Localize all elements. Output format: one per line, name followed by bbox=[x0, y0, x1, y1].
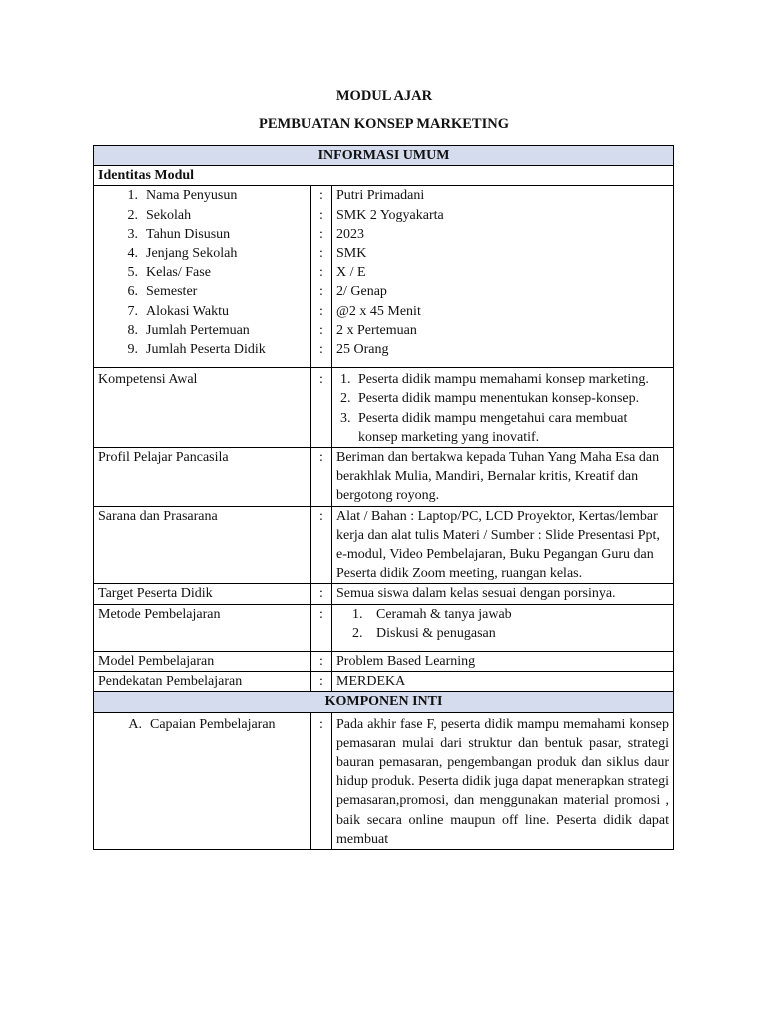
kompetensi-row: Kompetensi Awal : 1. Peserta didik mampu memahami konsep marketing. 2. Peserta didik mampu menentukan konsep-konsep. 3. Peserta didik mampu mengetahui cara membuat konsep marketing yang inovatif. bbox=[94, 368, 674, 448]
list-item: 3. Peserta didik mampu mengetahui cara membuat konsep marketing yang inovatif. bbox=[354, 409, 669, 447]
identity-item: 3. Tahun Disusun bbox=[127, 226, 231, 242]
sarana-value: Alat / Bahan : Laptop/PC, LCD Proyektor, Kertas/lembar kerja dan alat tulis Materi / Sumber : Slide Presentasi Ppt, e-modul, Video Pembelajaran, Buku Pegangan Guru dan Peserta didik Zoom meeting, ruangan kelas. bbox=[332, 506, 674, 584]
section-title-core: KOMPONEN INTI bbox=[94, 692, 674, 712]
identity-values bbox=[332, 186, 674, 368]
list-item: 1. Ceramah & tanya jawab bbox=[366, 605, 669, 624]
identity-item: 2. Sekolah bbox=[127, 207, 192, 223]
identity-value: 2023 bbox=[336, 226, 364, 242]
list-item: 2. Diskusi & penugasan bbox=[366, 624, 669, 643]
identity-value: X / E bbox=[336, 265, 366, 281]
list-item: 2. Peserta didik mampu menentukan konsep-konsep. bbox=[354, 389, 669, 408]
identity-labels bbox=[94, 186, 311, 368]
target-value: Semua siswa dalam kelas sesuai dengan porsinya. bbox=[332, 584, 674, 604]
identity-value: SMK bbox=[336, 245, 367, 261]
kompetensi-label: Kompetensi Awal bbox=[94, 368, 311, 448]
identity-value: 2 x Pertemuan bbox=[336, 322, 417, 338]
identity-item: 5. Kelas/ Fase bbox=[127, 265, 211, 281]
identity-colons: : : : : : : : : : bbox=[311, 186, 332, 368]
model-value: Problem Based Learning bbox=[332, 651, 674, 671]
identity-heading-row bbox=[94, 166, 674, 186]
identity-item: 4. Jenjang Sekolah bbox=[127, 245, 238, 261]
kompetensi-value bbox=[332, 368, 674, 448]
target-row: Target Peserta Didik : Semua siswa dalam kelas sesuai dengan porsinya. bbox=[94, 584, 674, 604]
identity-item: 8. Jumlah Pertemuan bbox=[127, 322, 250, 338]
identity-item: 6. Semester bbox=[127, 284, 198, 300]
capaian-value: Pada akhir fase F, peserta didik mampu memahami konsep pemasaran mulai dari struktur dan bentuk pasar, strategi bauran pemasaran, pengembangan produk dan siklus daur hidup produk. Peserta didik juga dapat menerapkan strategi pemasaran,promosi, dan menggunakan material promosi , baik secara online maupun off line. Peserta didik dapat membuat bbox=[332, 712, 674, 849]
identity-value: Putri Primadani bbox=[336, 188, 425, 204]
metode-row: Metode Pembelajaran : 1. Ceramah & tanya jawab 2. Diskusi & penugasan bbox=[94, 604, 674, 651]
section-header-general bbox=[94, 146, 674, 166]
identity-heading: Identitas Modul bbox=[94, 166, 674, 186]
profil-value: Beriman dan bertakwa kepada Tuhan Yang Maha Esa dan berakhlak Mulia, Mandiri, Bernalar kritis, Kreatif dan bergotong royong. bbox=[332, 447, 674, 506]
pendekatan-row: Pendekatan Pembelajaran : MERDEKA bbox=[94, 672, 674, 692]
capaian-label: A. Capaian Pembelajaran bbox=[94, 712, 311, 849]
kompetensi-list bbox=[336, 370, 669, 447]
capaian-row: A. Capaian Pembelajaran : Pada akhir fase F, peserta didik mampu memahami konsep pemasaran mulai dari struktur dan bentuk pasar, strategi bauran pemasaran, pengembangan produk dan siklus daur hidup produk. Peserta didik juga dapat menerapkan strategi pemasaran,promosi, dan menggunakan material promosi , baik secara online maupun off line. Peserta didik dapat membuat bbox=[94, 712, 674, 849]
identity-item: 9. Jumlah Peserta Didik bbox=[127, 341, 266, 357]
profil-row: Profil Pelajar Pancasila : Beriman dan bertakwa kepada Tuhan Yang Maha Esa dan berakhlak Mulia, Mandiri, Bernalar kritis, Kreatif dan bergotong royong. bbox=[94, 447, 674, 506]
identity-value: @2 x 45 Menit bbox=[336, 303, 421, 319]
metode-label: Metode Pembelajaran bbox=[94, 604, 311, 651]
sarana-row: Sarana dan Prasarana : Alat / Bahan : Laptop/PC, LCD Proyektor, Kertas/lembar kerja dan alat tulis Materi / Sumber : Slide Presentasi Ppt, e-modul, Video Pembelajaran, Buku Pegangan Guru dan Peserta didik Zoom meeting, ruangan kelas. bbox=[94, 506, 674, 584]
identity-item: 7. Alokasi Waktu bbox=[127, 303, 229, 319]
model-label: Model Pembelajaran bbox=[94, 651, 311, 671]
target-label: Target Peserta Didik bbox=[94, 584, 311, 604]
identity-item: 1. Nama Penyusun bbox=[127, 188, 238, 204]
profil-label: Profil Pelajar Pancasila bbox=[94, 447, 311, 506]
module-table bbox=[93, 145, 674, 850]
list-item: 1. Peserta didik mampu memahami konsep marketing. bbox=[354, 370, 669, 389]
metode-value bbox=[332, 604, 674, 651]
pendekatan-label: Pendekatan Pembelajaran bbox=[94, 672, 311, 692]
pendekatan-value: MERDEKA bbox=[332, 672, 674, 692]
document-subtitle: PEMBUATAN KONSEP MARKETING bbox=[258, 116, 509, 132]
document-title: MODUL AJAR bbox=[335, 88, 433, 104]
sarana-label: Sarana dan Prasarana bbox=[94, 506, 311, 584]
identity-value: SMK 2 Yogyakarta bbox=[336, 207, 444, 223]
section-title-general: INFORMASI UMUM bbox=[94, 146, 674, 166]
identity-row bbox=[94, 186, 674, 368]
identity-value: 25 Orang bbox=[336, 341, 389, 357]
section-header-core bbox=[94, 692, 674, 712]
model-row: Model Pembelajaran : Problem Based Learning bbox=[94, 651, 674, 671]
metode-list bbox=[336, 605, 669, 643]
identity-value: 2/ Genap bbox=[336, 284, 387, 300]
